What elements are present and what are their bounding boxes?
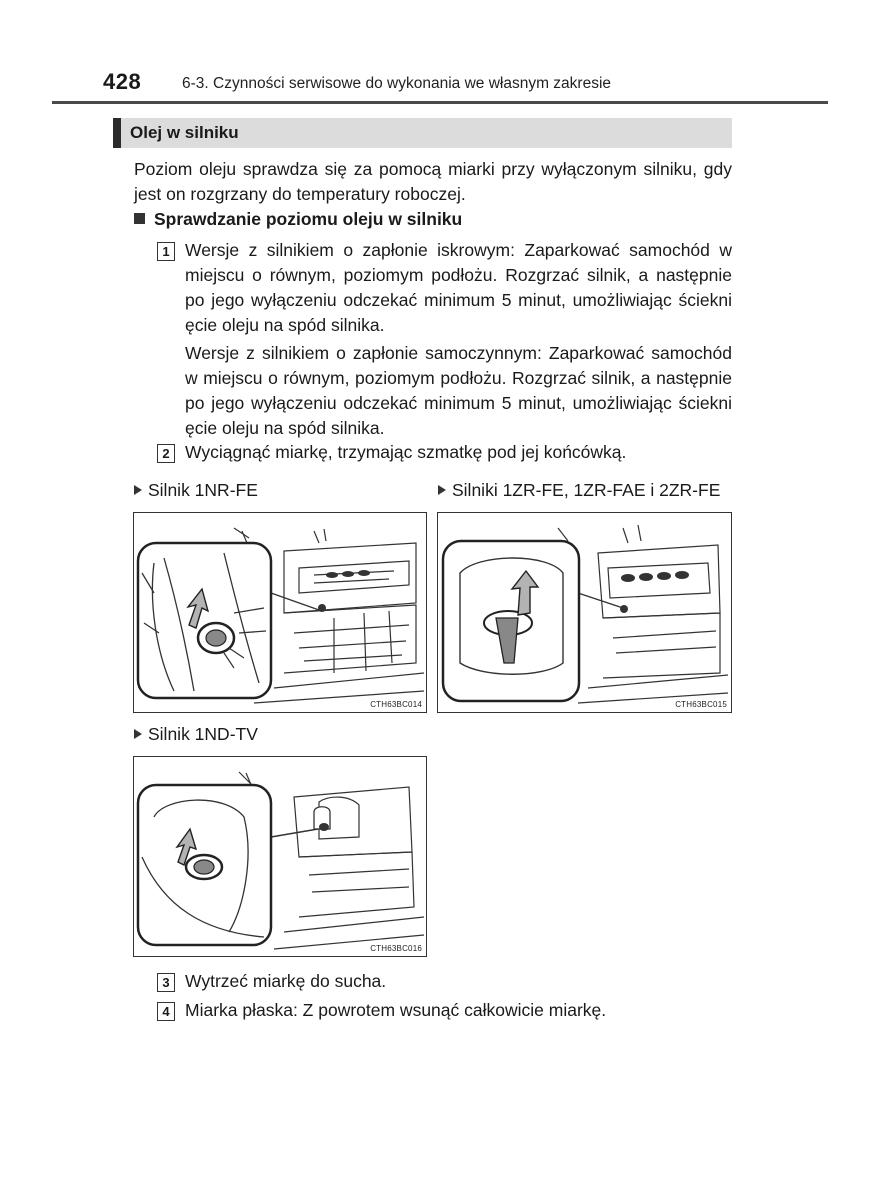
triangle-bullet-icon — [438, 485, 446, 495]
subheading — [134, 209, 462, 230]
section-heading — [113, 118, 732, 148]
chapter-title: 6-3. Czynności serwisowe do wykonania we własnym zakresie — [182, 75, 612, 92]
engine-figure-1nd — [133, 756, 427, 957]
engine-illustration — [438, 513, 731, 712]
step-text: Miarka płaska: Z powrotem wsunąć całkowicie miarkę. — [185, 1000, 607, 1020]
engine-illustration — [134, 757, 426, 956]
header-divider — [52, 101, 828, 104]
figure-caption-1nr: Silnik 1NR-FE — [134, 480, 258, 501]
engine-figure-zr — [437, 512, 732, 713]
page-number: 428 — [103, 69, 142, 94]
engine-illustration — [134, 513, 426, 712]
step-text: Wytrzeć miarkę do sucha. — [185, 971, 387, 991]
intro-paragraph: Poziom oleju sprawdza się za pomocą miarki przy wyłączonym silniku, gdy jest on rozgrzany do temperatury roboczej. — [134, 159, 732, 204]
step-text: Wersje z silnikiem o zapłonie iskrowym: Zaparkować samochód w miejscu o równym, poziomym podłożu. Rozgrzać silnik, a następnie po jego wyłączeniu odczekać minimum 5 minut, umożliwiając ściekni ęcie oleju na spód silnika. — [185, 240, 732, 335]
step-number: 1 — [157, 242, 175, 261]
section-accent — [113, 118, 121, 148]
step-text-diesel: Wersje z silnikiem o zapłonie samoczynnym: Zaparkować samochód w miejscu o równym, poziomym podłożu. Rozgrzać silnik, a następnie po jego wyłączeniu odczekać minimum 5 minut, umożliwiając ściekni ęcie oleju na spód silnika. — [185, 343, 732, 438]
engine-figure-1nr — [133, 512, 427, 713]
triangle-bullet-icon — [134, 485, 142, 495]
subheading-text: Sprawdzanie poziomu oleju w silniku — [154, 209, 463, 229]
figure-caption-1nd: Silnik 1ND-TV — [134, 724, 258, 745]
figure-code: CTH63BC014 — [370, 700, 422, 709]
square-bullet-icon — [134, 213, 145, 224]
figure-caption-zr: Silniki 1ZR-FE, 1ZR-FAE i 2ZR-FE — [438, 480, 720, 501]
step-number: 2 — [157, 444, 175, 463]
step-text: Wyciągnąć miarkę, trzymając szmatkę pod jej końcówką. — [185, 442, 627, 462]
step-number: 4 — [157, 1002, 175, 1021]
step-number: 3 — [157, 973, 175, 992]
triangle-bullet-icon — [134, 729, 142, 739]
section-title: Olej w silniku — [130, 123, 239, 142]
figure-code: CTH63BC016 — [370, 944, 422, 953]
figure-code: CTH63BC015 — [675, 700, 727, 709]
